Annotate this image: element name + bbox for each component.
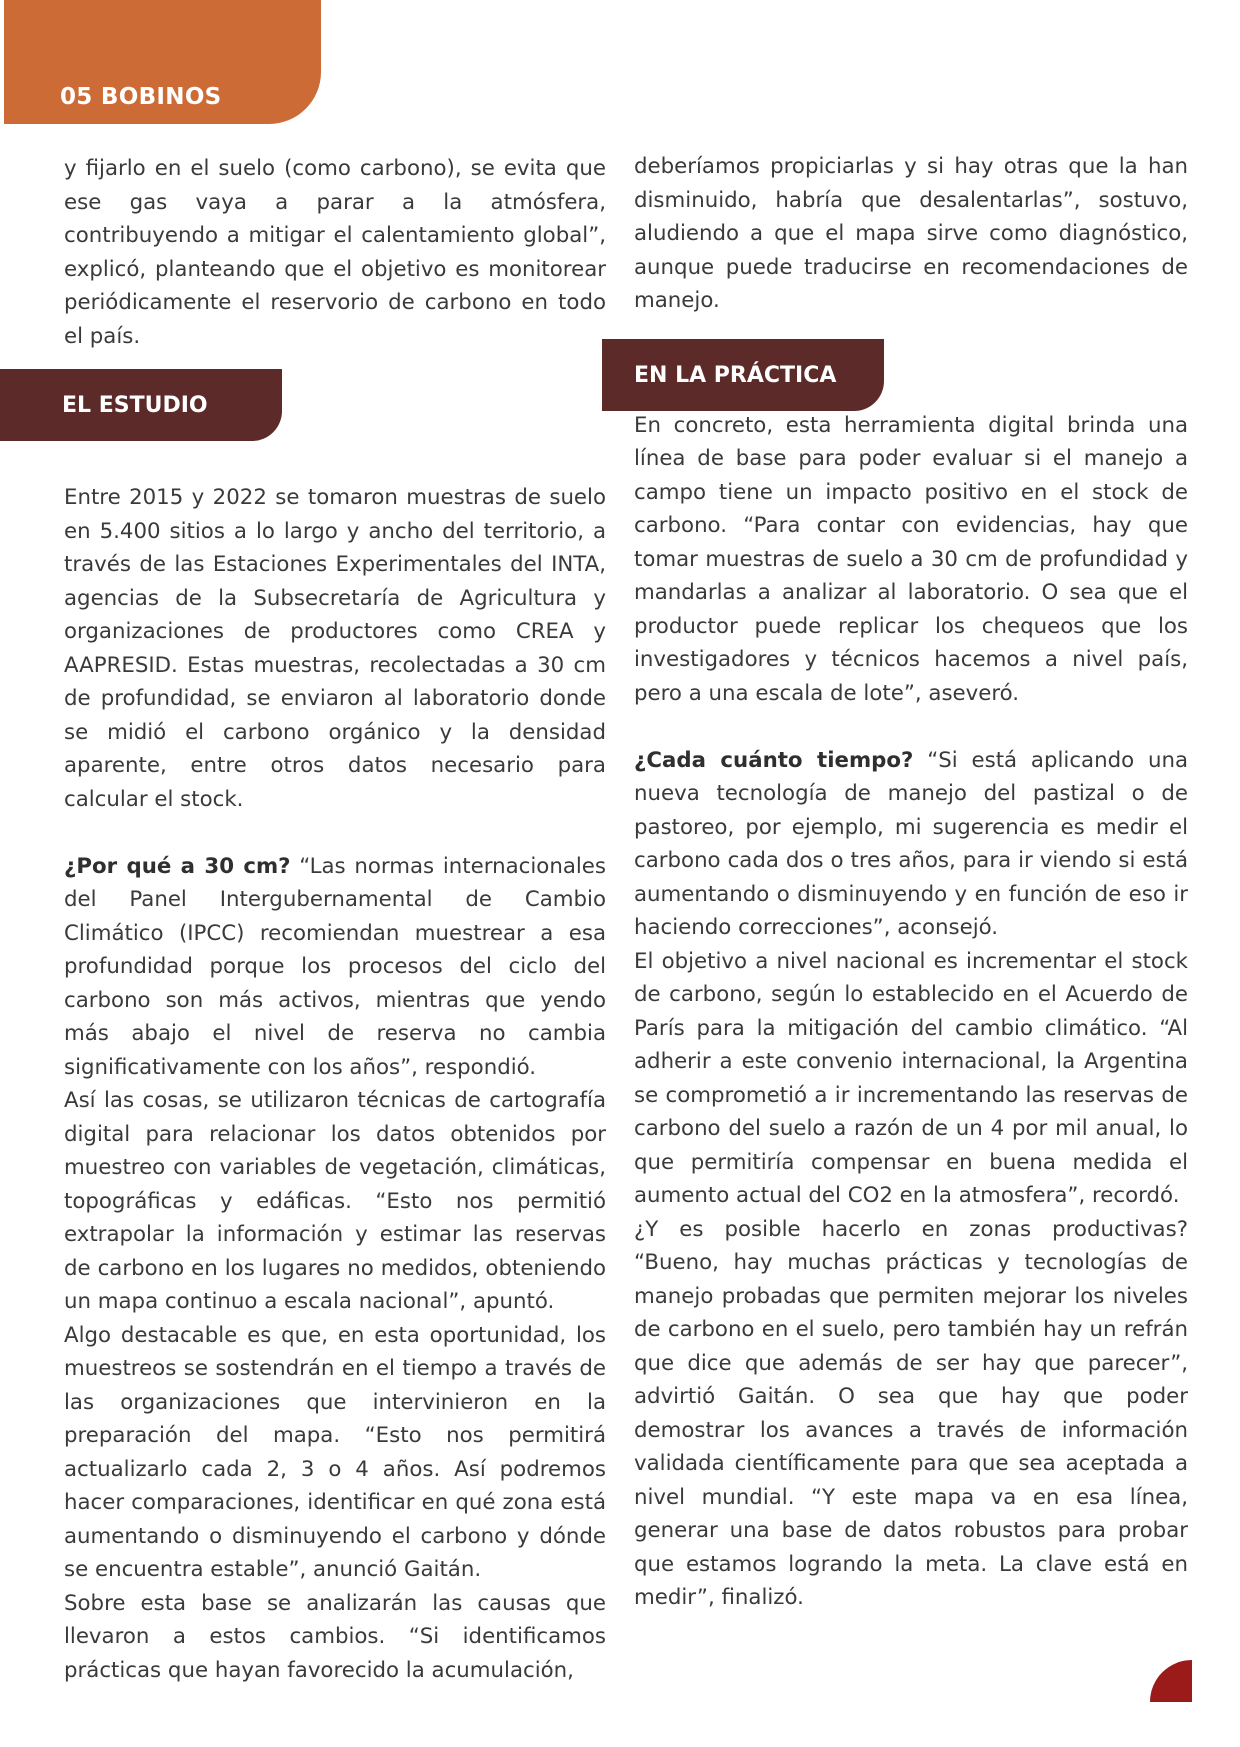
left-intro-paragraph: y fijarlo en el suelo (como carbono), se evita que ese gas vaya a parar a la atmósfera, contribuyendo a mitigar el calentamiento global”, explicó, planteando que el objetivo es monitorear periódicamente el reservorio de carbono en todo el país. (64, 156, 606, 349)
right-intro-paragraph: deberíamos propiciarlas y si hay otras que la han disminuido, habría que desalentarlas”, sostuvo, aludiendo a que el mapa sirve como diagnóstico, aunque puede traducirse en recomendaciones de manejo. (634, 154, 1188, 313)
practice-paragraph-1: En concreto, esta herramienta digital brinda una línea de base para poder evaluar si el manejo a campo tiene un impacto positivo en el stock de carbono. “Para contar con evidencias, hay que tomar muestras de suelo a 30 cm de profundidad y mandarlas a analizar al laboratorio. O sea que el productor puede replicar los chequeos que los investigadores y técnicos hacemos a nivel país, pero a una escala de lote”, aseveró. (634, 412, 1188, 706)
study-paragraph-3: Algo destacable es que, en esta oportunidad, los muestreos se sostendrán en el tiempo a través de las organizaciones que intervinieron en la preparación del mapa. “Esto nos permitirá actualizarlo cada 2, 3 o 4 años. Así podremos hacer comparaciones, identificar en qué zona está aumentando o disminuyendo el carbono y dónde se encuentra estable”, anunció Gaitán. (64, 1322, 606, 1582)
why-question: ¿Por qué a 30 cm? (64, 853, 291, 879)
section-heading-en-la-practica (602, 339, 884, 411)
study-paragraph-1: Entre 2015 y 2022 se tomaron muestras de suelo en 5.400 sitios a lo largo y ancho del territorio, a través de las Estaciones Experimentales del INTA, agencias de la Subsecretaría de Agricultura y organizaciones de productores como CREA y AAPRESID. Estas muestras, recolectadas a 30 cm de profundidad, se enviaron al laboratorio donde se midió el carbono orgánico y la densidad aparente, entre otros datos necesario para calcular el stock. (64, 485, 606, 812)
study-paragraph-4: Sobre esta base se analizarán las causas que llevaron a estos cambios. “Si identificamos prácticas que hayan favorecido la acumulación, (64, 1590, 606, 1683)
page-corner-decoration (1150, 1660, 1192, 1702)
why-paragraph (64, 850, 606, 1085)
section-heading-text: EN LA PRÁCTICA (634, 362, 837, 388)
practice-paragraph-3: ¿Y es posible hacerlo en zonas productivas? “Bueno, hay muchas prácticas y tecnologías de manejo probadas que permiten mejorar los niveles de carbono en el suelo, pero también hay un refrán que dice que además de ser hay que parecer”, advirtió Gaitán. O sea que hay que poder demostrar los avances a través de información validada científicamente para que sea aceptada a nivel mundial. “Y este mapa va en esa línea, generar una base de datos robustos para probar que estamos logrando la meta. La clave está en medir”, finalizó. (634, 1216, 1188, 1610)
study-paragraph-2: Así las cosas, se utilizaron técnicas de cartografía digital para relacionar los datos obtenidos por muestreo con variables de vegetación, climáticas, topográficas y edáficas. “Esto nos permitió extrapolar la información y estimar las reservas de carbono en los lugares no medidos, obteniendo un mapa continuo a escala nacional”, apuntó. (64, 1088, 606, 1314)
practice-paragraph-2: El objetivo a nivel nacional es incrementar el stock de carbono, según lo establecido en el Acuerdo de París para la mitigación del cambio climático. “Al adherir a este convenio internacional, la Argentina se comprometió a ir incrementando las reservas de carbono del suelo a razón de un 4 por mil anual, lo que permitiría compensar en buena medida el aumento actual del CO2 en la atmosfera”, recordó. (634, 948, 1188, 1208)
why-answer: “Las normas internacionales del Panel Intergubernamental de Cambio Climático (IPCC) recomiendan muestrear a esa profundidad porque los procesos del ciclo del carbono son más activos, mientras que yendo más abajo el nivel de reserva no cambia significativamente con los años”, respondió. (64, 853, 606, 1080)
section-heading-text: EL ESTUDIO (62, 392, 208, 418)
when-answer: “Si está aplicando una nueva tecnología de manejo del pastizal o de pastoreo, por ejemplo, mi sugerencia es medir el carbono cada dos o tres años, para ir viendo si está aumentando o disminuyendo y en función de eso ir haciendo correcciones”, aconsejó. (634, 747, 1189, 940)
paragraph-spacer (634, 710, 1188, 744)
when-question: ¿Cada cuánto tiempo? (634, 747, 914, 773)
section-label: 05 BOBINOS (60, 84, 222, 110)
section-heading-el-estudio (0, 369, 282, 441)
paragraph-spacer (64, 816, 606, 850)
when-paragraph (634, 744, 1188, 945)
